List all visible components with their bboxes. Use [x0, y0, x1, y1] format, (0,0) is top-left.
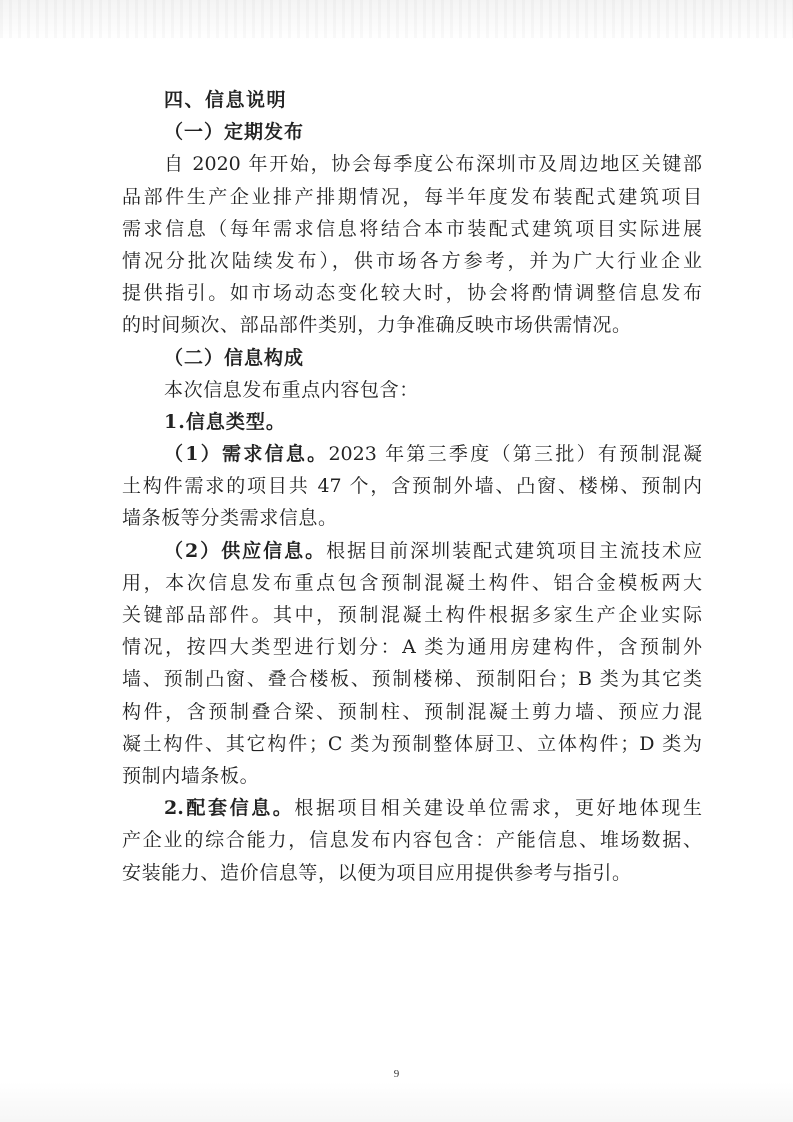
section-2-title: （二）信息构成: [164, 346, 305, 369]
support-info-line-2: 产企业的综合能力，信息发布内容包含：产能信息、堆场数据、: [122, 829, 702, 852]
section-1-line-1: 自 2020 年开始，协会每季度公布深圳市及周边地区关键部: [164, 153, 702, 176]
supply-info-line-4: 情况，按四大类型进行划分：A 类为通用房建构件，含预制外: [122, 636, 702, 659]
heading-info-description: 四、信息说明: [164, 89, 288, 111]
supply-info-label: （2）供应信息。: [164, 539, 327, 562]
supply-info-line-5: 墙、预制凸窗、叠合楼板、预制楼梯、预制阳台；B 类为其它类: [122, 668, 702, 691]
demand-info-line-1: [122, 438, 702, 470]
demand-info-line-2: 土构件需求的项目共 47 个，含预制外墙、凸窗、楼梯、预制内: [122, 475, 702, 498]
supply-info-text: 根据目前深圳装配式建筑项目主流技术应: [326, 539, 702, 562]
supply-info-line-3: 关键部品部件。其中，预制混凝土构件根据多家生产企业实际: [122, 604, 702, 626]
demand-info-label: （1）需求信息。: [164, 443, 329, 466]
document-body: [122, 84, 702, 889]
supply-info-line-7: 凝土构件、其它构件；C 类为预制整体厨卫、立体构件；D 类为: [122, 732, 702, 755]
page-number: 9: [393, 1068, 400, 1080]
scan-edge-artifact: [0, 0, 793, 38]
demand-info-line-3: 墙条板等分类需求信息。: [122, 507, 338, 530]
section-1-line-2: 品部件生产企业排产排期情况，每半年度发布装配式建筑项目: [122, 185, 702, 208]
support-info-line-3: 安装能力、造价信息等，以便为项目应用提供参考与指引。: [122, 861, 632, 884]
section-1-title: （一）定期发布: [164, 121, 305, 144]
supply-info-line-1: [122, 535, 702, 567]
supply-info-line-8: 预制内墙条板。: [122, 764, 260, 787]
support-info-text: 根据项目相关建设单位需求，更好地体现生: [294, 797, 702, 820]
demand-info-text: 2023 年第三季度（第三批）有预制混凝: [328, 443, 702, 466]
support-info-label: 2.配套信息。: [164, 797, 295, 820]
section-2-intro: 本次信息发布重点内容包含：: [164, 378, 419, 401]
supply-info-line-2: 用，本次信息发布重点包含预制混凝土构件、铝合金模板两大: [122, 571, 702, 594]
section-1-line-4: 情况分批次陆续发布），供市场各方参考，并为广大行业企业: [122, 249, 702, 272]
supply-info-line-6: 构件，含预制叠合梁、预制柱、预制混凝土剪力墙、预应力混: [122, 700, 702, 723]
support-info-line-1: [122, 792, 702, 824]
item-1-title: 1.信息类型。: [164, 410, 286, 433]
section-1-line-3: 需求信息（每年需求信息将结合本市装配式建筑项目实际进展: [122, 217, 702, 240]
section-1-line-6: 的时间频次、部品部件类别，力争准确反映市场供需情况。: [122, 314, 632, 337]
section-1-line-5: 提供指引。如市场动态变化较大时，协会将酌情调整信息发布: [122, 282, 702, 305]
